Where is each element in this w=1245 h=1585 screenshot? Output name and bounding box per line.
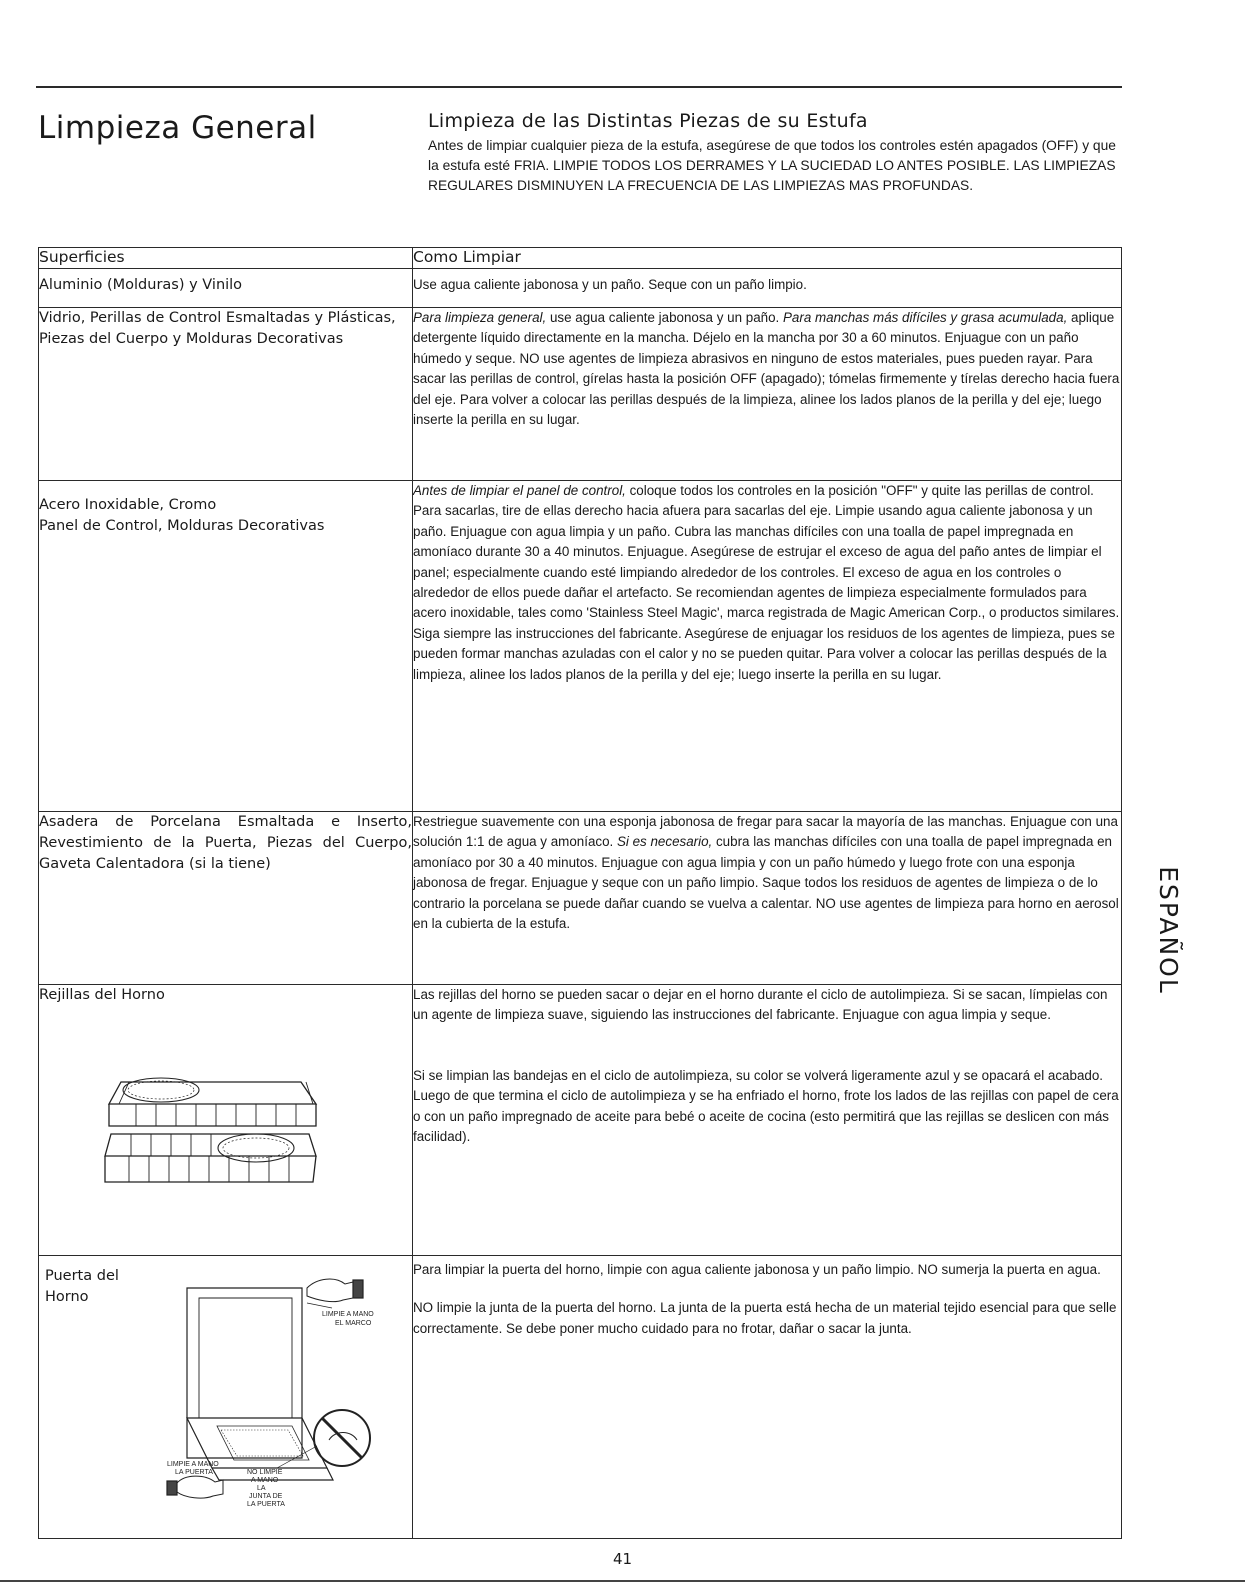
- method-text: aplique detergente líquido directamente en la mancha. Déjelo en la mancha por 30 a 60 minutos. Enjuague con un paño húmedo y seque. NO use agentes de limpieza abrasivos en ninguno de estos materiales, pues pueden rayar. Para sacar las perillas de control, gírelas hasta la posición OFF (apagado); tómelas firmemente y tírelas derecho hacia fuera del eje. Para volver a colocar las perillas después de la limpieza, alinee los lados planos de la perilla y del eje; luego inserte la perilla en su lugar.: [413, 310, 1120, 428]
- figure-label: LA: [257, 1485, 266, 1492]
- table-row: [39, 269, 1122, 308]
- figure-label: JUNTA DE: [249, 1493, 283, 1500]
- intro-text: Antes de limpiar cualquier pieza de la estufa, asegúrese de que todos los controles estén apagados (OFF) y que la estufa esté FRIA. LIMPIE TODOS LOS DERRAMES Y LA SUCIEDAD LO ANTES POSIBLE. LAS LIMPIEZAS REGULARES DISMINUYEN LA FRECUENCIA DE LAS LIMPIEZAS MAS PROFUNDAS.: [428, 138, 1116, 193]
- method-paragraph: Las rejillas del horno se pueden sacar o dejar en el horno durante el ciclo de autolimpieza. Si se sacan, límpielas con un agente de limpieza suave, siguiendo las instrucciones del fabricante. Enjuague con agua limpia y seque.: [413, 987, 1108, 1023]
- figure-label: LA PUERTA: [247, 1501, 285, 1508]
- figure-label: NO LIMPIE: [247, 1469, 283, 1476]
- surface-cell: Aluminio (Molduras) y Vinilo: [39, 269, 413, 308]
- method-cell: [413, 985, 1122, 1256]
- table-row: [39, 812, 1122, 985]
- table-row: [39, 1256, 1122, 1539]
- surface-label: Puerta del Horno: [45, 1268, 119, 1305]
- top-rule: [36, 86, 1122, 88]
- method-italic: Para manchas más difíciles y grasa acumulada,: [782, 310, 1068, 325]
- method-italic: Para limpieza general,: [413, 310, 547, 325]
- surface-cell: Acero Inoxidable, Cromo Panel de Control, Molduras Decorativas: [39, 481, 413, 812]
- oven-racks-icon: [101, 1064, 321, 1194]
- method-text: use agua caliente jabonosa y un paño.: [546, 310, 783, 325]
- language-side-tab: [1148, 855, 1188, 1005]
- surface-cell: [39, 1256, 413, 1539]
- figure-label: LIMPIE A MANO: [322, 1311, 374, 1318]
- intro-block: [428, 110, 1128, 196]
- header-surfaces: Superficies: [39, 248, 413, 269]
- surface-cell: Asadera de Porcelana Esmaltada e Inserto, Revestimiento de la Puerta, Piezas del Cuerpo, Gaveta Calentadora (si la tiene): [39, 812, 413, 985]
- method-cell: [413, 1256, 1122, 1539]
- method-cell: [413, 812, 1122, 985]
- method-italic: Antes de limpiar el panel de control,: [413, 483, 626, 498]
- oven-door-illustration: [157, 1268, 407, 1525]
- method-cell: Use agua caliente jabonosa y un paño. Seque con un paño limpio.: [413, 269, 1122, 308]
- table-row: [39, 985, 1122, 1256]
- method-text: coloque todos los controles en la posición "OFF" y quite las perillas de control. Para sacarlas, tire de ellas derecho hacia afuera para sacarlas del eje. Limpie usando agua caliente jabonosa y un paño. Enjuague con agua limpia y un paño. Cubra las manchas difíciles con una toalla de papel impregnada en amoníaco durante 30 a 40 minutos. Enjuague. Asegúrese de estrujar el exceso de agua del paño antes de limpiar el panel; especialmente cuando esté limpiando alrededor de los controles. El exceso de agua en los controles o alrededor de ellos puede dañar el artefacto. Se recomiendan agentes de limpieza especialmente formulados para acero inoxidable, tales como 'Stainless Steel Magic', marca registrada de Magic American Corp., o productos similares. Siga siempre las instrucciones del fabricante. Asegúrese de enjuagar los residuos de los agentes de limpieza, pues se pueden formar manchas azuladas con el calor y no se pueden quitar. Para volver a colocar las perillas después de la limpieza, alinee los lados planos de la perilla y del eje; luego inserte la perilla en su lugar.: [413, 483, 1120, 682]
- figure-label: LIMPIE A MANO: [167, 1461, 219, 1468]
- section-title: Limpieza General: [38, 110, 317, 146]
- figure-label: LA PUERTA: [175, 1469, 213, 1476]
- page-number: 41: [612, 1550, 633, 1568]
- header-how-to-clean: Como Limpiar: [413, 248, 1122, 269]
- intro-heading: Limpieza de las Distintas Piezas de su Estufa: [428, 110, 868, 132]
- surface-cell: Vidrio, Perillas de Control Esmaltadas y Plásticas, Piezas del Cuerpo y Molduras Decorativas: [39, 308, 413, 481]
- method-text: Restriegue suavemente con una esponja jabonosa de fregar para sacar la mayoría de las manchas. Enjuague con una solución 1:1 de agua y amoníaco.: [413, 814, 1118, 850]
- method-paragraph: NO limpie la junta de la puerta del horno. La junta de la puerta está hecha de un material tejido esencial para que selle correctamente. Se debe poner mucho cuidado para no frotar, dañar o sacar la junta.: [413, 1300, 1117, 1336]
- oven-door-icon: [157, 1268, 407, 1518]
- method-cell: [413, 308, 1122, 481]
- cleaning-table: [38, 247, 1122, 1539]
- method-paragraph: Si se limpian las bandejas en el ciclo de autolimpieza, su color se volverá ligeramente azul y se opacará el acabado. Luego de que termina el ciclo de autolimpieza y se ha enfriado el horno, frote los lados de las rejillas con papel de cera o con un paño impregnado de aceite para bebé o aceite de cocina (esto permitirá que las rejillas se deslicen con más facilidad).: [413, 1067, 1119, 1145]
- surface-label: Rejillas del Horno: [39, 987, 165, 1003]
- table-header-row: [39, 248, 1122, 269]
- method-text: cubra las manchas difíciles con una toalla de papel impregnada en amoníaco por 30 a 40 minutos. Enjuague con agua limpia y con un paño húmedo y luego frote con una esponja jabonosa de fregar. Enjuague y seque con un paño limpio. Saque todos los residuos de agentes de limpieza o de lo contrario la porcelana se puede dañar cuando se vuelva a calentar. NO use agentes de limpieza para horno en aerosol en la cubierta de la estufa.: [413, 834, 1119, 932]
- method-italic: Si es necesario,: [616, 834, 713, 850]
- surface-cell: [39, 985, 413, 1256]
- method-cell: [413, 481, 1122, 812]
- oven-racks-illustration: [101, 1064, 412, 1201]
- figure-label: EL MARCO: [335, 1320, 372, 1327]
- method-paragraph: Para limpiar la puerta del horno, limpie con agua caliente jabonosa y un paño limpio. NO sumerja la puerta en agua.: [413, 1262, 1101, 1277]
- figure-label: A MANO: [251, 1477, 279, 1484]
- table-row: [39, 308, 1122, 481]
- language-label: ESPAÑOL: [1153, 865, 1183, 995]
- table-row: [39, 481, 1122, 812]
- bottom-rule: [0, 1580, 1245, 1582]
